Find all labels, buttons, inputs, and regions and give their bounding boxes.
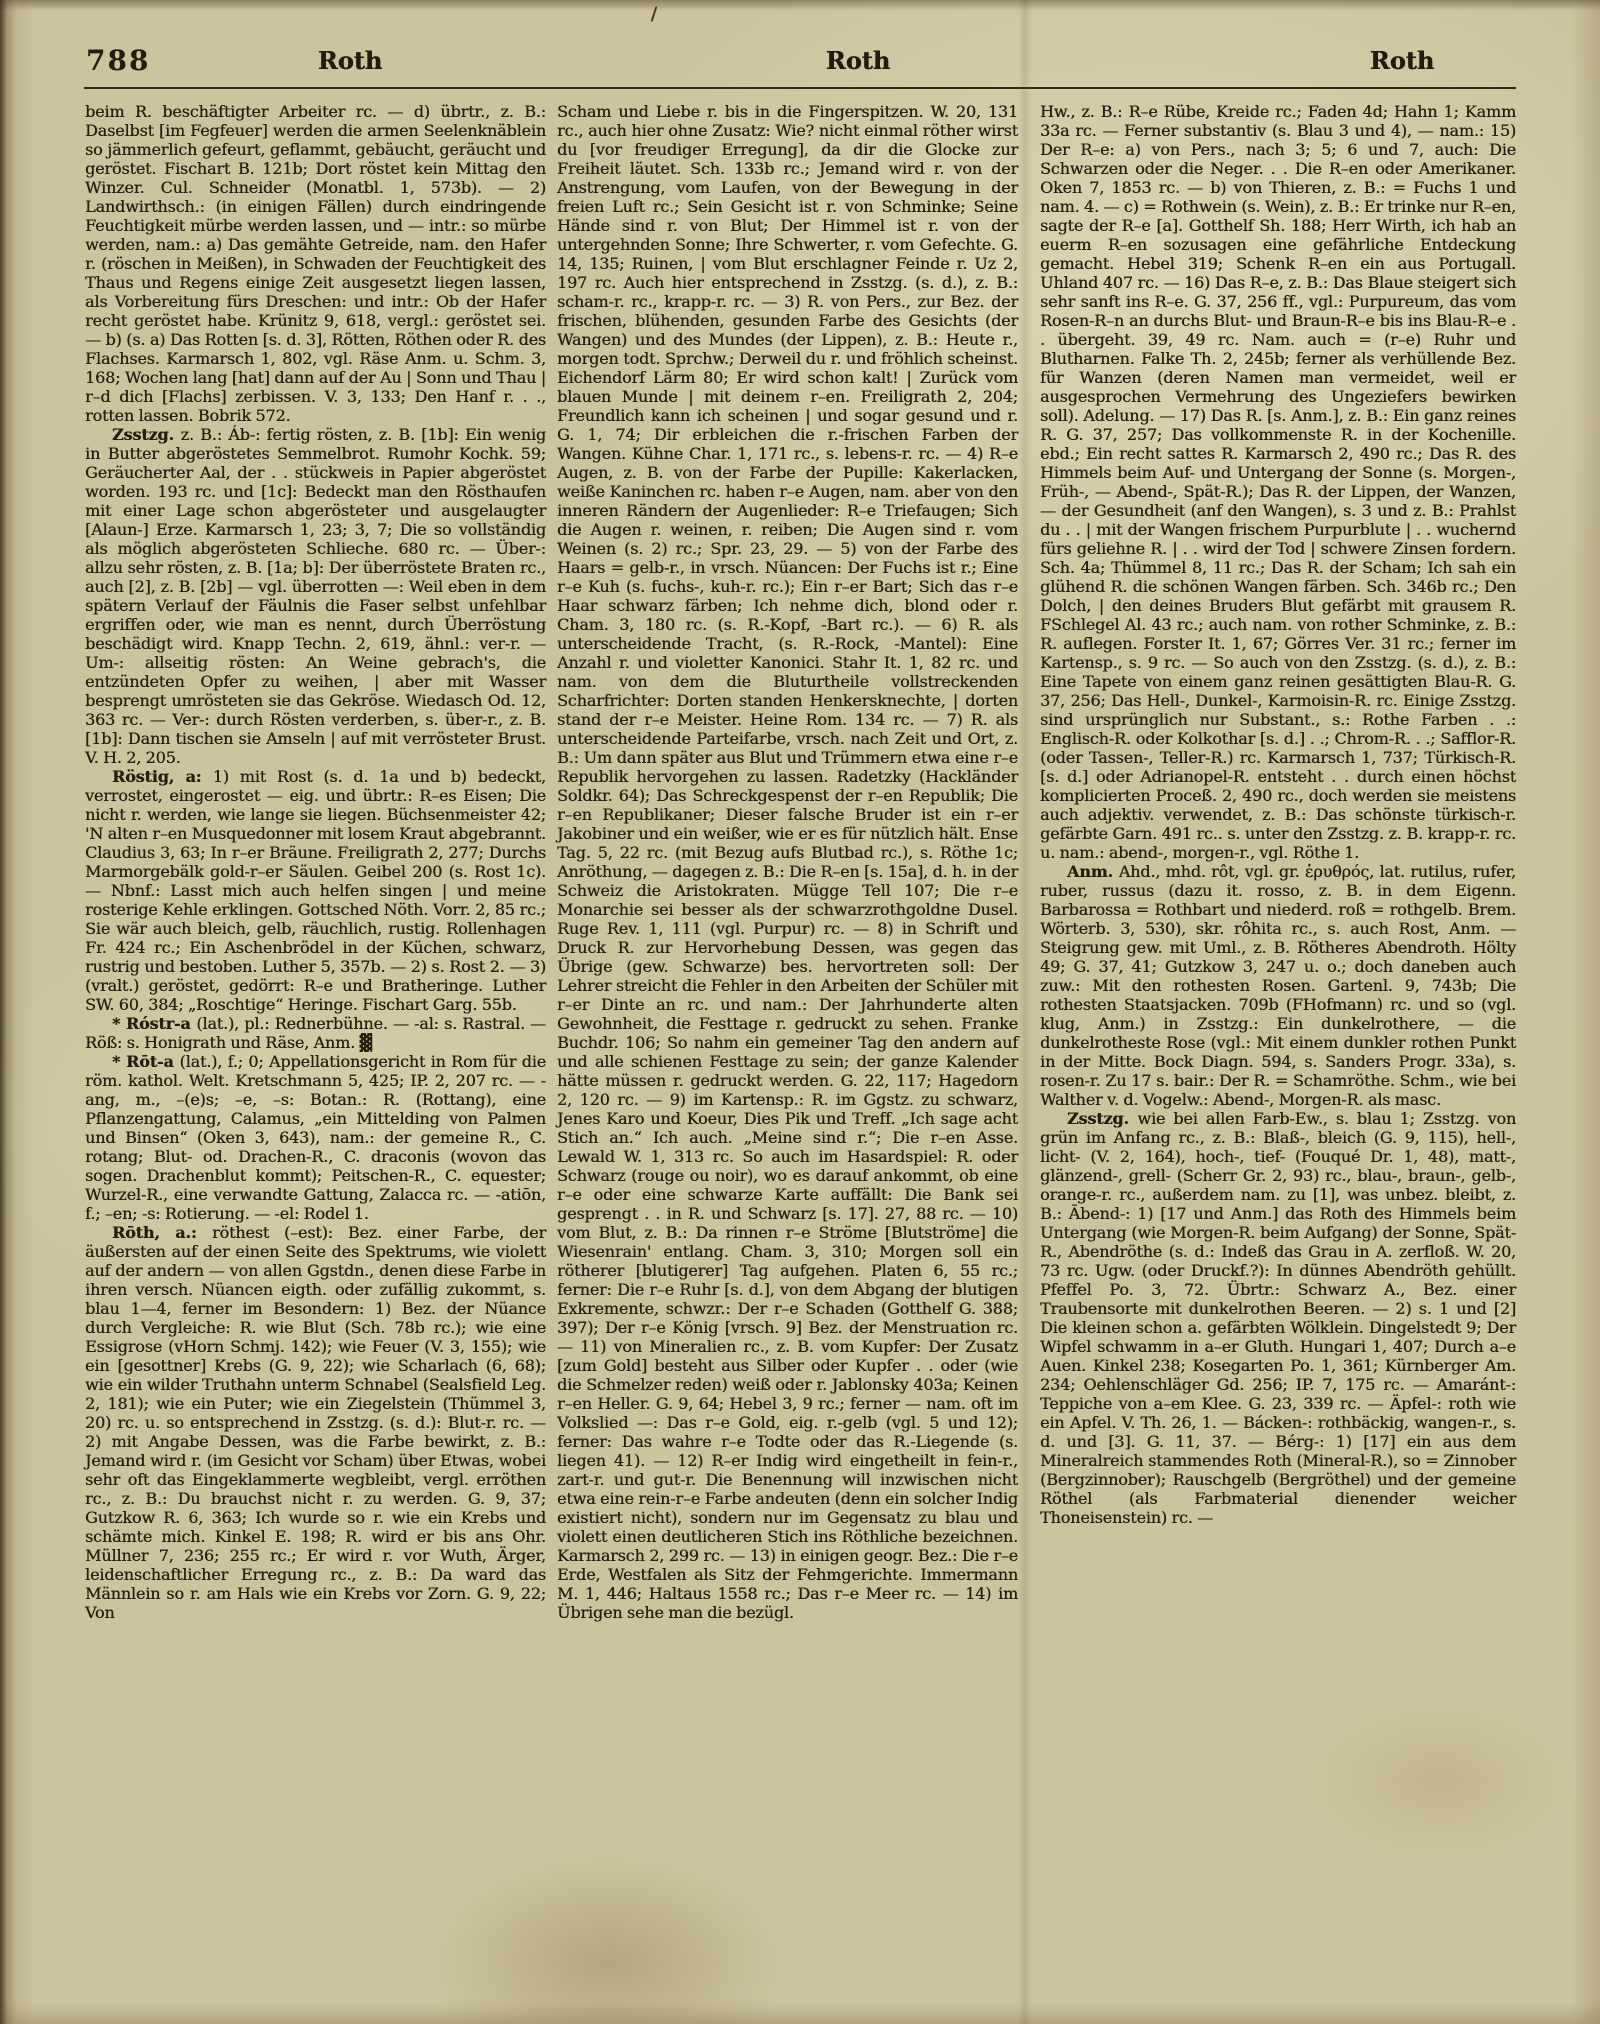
dictionary-paragraph: Anm. Ahd., mhd. rôt, vgl. gr. ἐρυθρός, lat. rutilus, rufer, ruber, russus (dazu it. rosso, z. B. in dem Eigenn. Barbarossa = Rothbart und niederd. roß = rothgelb. Brem. Wörterb. 3, 530), skr. rôhita rc., s. auch Rost, Anm. — Steigrung gew. mit Uml., z. B. Rötheres Abendroth. Hölty 49; G. 37, 41; Gutzkow 3, 247 u. o.; doch daneben auch zuw.: Mit den rothesten Rosen. Gartenl. 9, 743b; Die rothesten Staatsjacken. 709b (FHofmann) rc. und so (vgl. klug, Anm.) in Zsstzg.: Ein dunkelrothere, — die dunkelrotheste Rose (vgl.: Mit einem dunkler rothen Punkt in der Mitte. Bock Diagn. 594, s. Sanders Progr. 33a), s. rosen-r. Zu 17 s. bair.: Der R. = Schamröthe. Schm., wie bei Walther v. d. Vogelw.: Abend-, Morgen-R. als masc. (1040, 862, 1516, 1109)
text-column-1 (85, 102, 546, 1622)
dictionary-paragraph: Zsstzg. wie bei allen Farb-Ew., s. blau 1; Zsstzg. von grün im Anfang rc., z. B.: Blaß-, bleich (G. 9, 115), hell-, licht- (V. 2, 164), hoch-, tief- (Fouqué Dr. 1, 48), matt-, glänzend-, grell- (Scherr Gr. 2, 93) rc., blau-, braun-, gelb-, orange-r. rc., außerdem nam. zu [1], was unbez. bleibt, z. B.: Ābend-: 1) [17 und Anm.] das Roth des Himmels beim Untergang (wie Morgen-R. beim Aufgang) der Sonne, Spät-R., Abendröthe (s. d.: Indeß das Grau in A. zerfloß. W. 20, 73 rc. Ugw. (oder Druckf.?): In dünnes Abendröth gehüllt. Pfeffel Po. 3, 72. Übrtr.: Schwarz A., Bez. einer Traubensorte mit dunkelrothen Beeren. — 2) s. 1 und [2] Die kleinen schon a. gefärbten Wölklein. Dingelstedt 9; Der Wipfel schwamm in a–er Gluth. Hungari 1, 407; Durch a–e Auen. Kinkel 238; Kosegarten Po. 1, 361; Kürnberger Am. 234; Oehlenschläger Gd. 256; IP. 7, 175 rc. — Amaránt-: Teppiche von a–em Klee. G. 23, 339 rc. — Äpfel-: roth wie ein Apfel. V. Th. 26, 1. — Bácken-: rothbäckig, wangen-r., s. d. und [3]. G. 11, 37. — Bérg-: 1) [17] ein aus dem Mineralreich stammendes Roth (Mineral-R.), so = Zinnober (Bergzinnober); Rauschgelb (Bergröthel) und der gemeine Röthel (als Farbmaterial dienender weicher Thoneisenstein) rc. — (1040, 1109, 1517, 1527)
headword: Rōth, a.: (112, 1223, 212, 1242)
page-number: 788 (86, 44, 151, 77)
dictionary-paragraph: Röstig, a: 1) mit Rost (s. d. 1a und b) bedeckt, verrostet, eingerostet — eig. und übrtr.: R–es Eisen; Die nicht r. werden, wie lange sie liegen. Büchsenmeister 42; 'N alten r–en Musquedonner mit losem Kraut abgebrannt. Claudius 3, 63; In r–er Bräune. Freiligrath 2, 277; Durchs Marmorgebälk gold-r–er Säulen. Geibel 200 (s. Rost 1c). — Nbnf.: Lasst mich auch helfen singen | und meine rosterige Kehle erklingen. Gottsched Nöth. Vorr. 2, 85 rc.; Sie wär auch bleich, gelb, räuchlich, rustig. Rollenhagen Fr. 424 rc.; Ein Aschenbrödel in der Küchen, schwarz, rustrig und bestoben. Luther 5, 357b. — 2) s. Rost 2. — 3) (vralt.) geröstet, gedörrt: R–e und Bratheringe. Luther SW. 60, 384; „Roschtige“ Heringe. Fischart Garg. 55b. (85, 767, 546, 1014)
headword: Zsstzg. (112, 425, 181, 444)
running-head-column-3: Roth (1369, 46, 1435, 75)
headword: * Rōt-a (112, 1052, 180, 1071)
running-head-column-2: Roth (825, 46, 891, 75)
dictionary-paragraph: Scham und Liebe r. bis in die Fingerspitzen. W. 20, 131 rc., auch hier ohne Zusatz: Wie? nicht einmal röther wirst du [vor freudiger Erregung], da dir die Glocke zur Freiheit läutet. Sch. 133b rc.; Jemand wird r. von der Anstrengung, vom Laufen, von der Bewegung in der freien Luft rc.; Sein Gesicht ist r. von Schminke; Seine Hände sind r. von Blut; Der Himmel ist r. von der untergehnden Sonne; Ihre Schwerter, r. vom Gefechte. G. 14, 135; Ruinen, | vom Blut erschlagner Feinde r. Uz 2, 197 rc. Auch hier entsprechend in Zsstzg. (s. d.), z. B.: scham-r. rc., krapp-r. rc. — 3) R. von Pers., zur Bez. der frischen, blühenden, gesunden Farbe des Gesichts (der Wangen) und des Mundes (der Lippen), z. B.: Heute r., morgen todt. Sprchw.; Derweil du r. und fröhlich scheinst. Eichendorf Lärm 80; Er wird schon kalt! | Zurück vom blauen Munde | mit deinem r–en. Freiligrath 2, 204; Freundlich kann ich scheinen | und sogar gesund und r. G. 1, 74; Dir erbleichen die r.-frischen Farben der Wangen. Kühne Char. 1, 171 rc., s. lebens-r. rc. — 4) R–e Augen, z. B. von der Farbe der Pupille: Kakerlacken, weiße Kaninchen rc. haben r–e Augen, nam. aber von den inneren Rändern der Augenlieder: R–e Triefaugen; Sich die Augen r. weinen, r. reiben; Die Augen sind r. vom Weinen (s. 2) rc.; Spr. 23, 29. — 5) von der Farbe des Haars = gelb-r., in vrsch. Nüancen: Der Fuchs ist r.; Eine r–e Kuh (s. fuchs-, kuh-r. rc.); Ein r–er Bart; Sich das r–e Haar schwarz färben; Ich nehme dich, blond oder r. Cham. 3, 180 rc. (s. R.-Kopf, -Bart rc.). — 6) R. als unterscheidende Tracht, (s. R.-Rock, -Mantel): Eine Anzahl r. und violetter Kanonici. Stahr It. 1, 82 rc. und nam. von dem die Bluturtheile vollstreckenden Scharfrichter: Dorten standen Henkersknechte, | dorten stand der r–e Meister. Heine Rom. 134 rc. — 7) R. als unterscheidende Parteifarbe, vrsch. nach Zeit und Ort, z. B.: Um dann später aus Blut und Trümmern etwa eine r–e Republik hervorgehen zu lassen. Radetzky (Hackländer Soldkr. 64); Das Schreckgespenst der r–en Republik; Die r–en Republikaner; Dieser falsche Bruder ist ein r–er Jakobiner und ein weißer, wie er es für nützlich hält. Ense Tag. 5, 22 rc. (mit Bezug aufs Blutbad rc.), s. Röthe 1c; Anröthung, — dagegen z. B.: Die R–en [s. 15a], d. h. in der Schweiz die Aristokraten. Mügge Tell 107; Die r–e Monarchie sei besser als der schwarzrothgoldne Dusel. Ruge Rev. 1, 111 (vgl. Purpur) rc. — 8) in Schrift und Druck R. zur Hervorhebung Dessen, was gegen das Übrige (gew. Schwarze) bes. hervortreten soll: Der Lehrer streicht die Fehler in den Arbeiten der Schüler mit r–er Dinte an rc. und nam.: Der Jahrhunderte alten Gewohnheit, die Festtage r. gedruckt zu sehen. Franke Buchdr. 106; So nahm ein gemeiner Tag den andern auf und alle schienen Festtage zu sein; der ganze Kalender hätte müssen r. gedruckt werden. G. 22, 117; Hagedorn 2, 120 rc. — 9) im Kartensp.: R. im Ggstz. zu schwarz, Jenes Karo und Koeur, Dies Pik und Treff. „Ich sage acht Stich an.“ Ich auch. „Meine sind r.“; Die r–en Asse. Lewald W. 1, 313 rc. So auch im Hasardspiel: R. oder Schwarz (rouge ou noir), wo es darauf ankommt, ob eine r–e oder eine schwarze Karte auffällt: Die Bank sei gesprengt . . in R. und Schwarz [s. 17]. 27, 88 rc. — 10) vom Blut, z. B.: Da rinnen r–e Ströme [Blutströme] die Wiesenrain' entlang. Cham. 3, 310; Morgen soll ein rötherer [blutigerer] Tag aufgehen. Platen 6, 55 rc.; ferner: Die r–e Ruhr [s. d.], von dem Abgang der blutigen Exkremente, schwzr.: Der r–e Schaden (Gotthelf G. 388; 397); Der r–e König [vrsch. 9] Bez. der Menstruation rc. — 11) von Mineralien rc., z. B. vom Kupfer: Der Zusatz [zum Gold] besteht aus Silber oder Kupfer . . oder (wie die Schmelzer reden) weiß oder r. Jablonsky 403a; Keinen r–en Heller. G. 9, 64; Hebel 3, 9 rc.; ferner — nam. oft im Volkslied —: Das r–e Gold, eig. r.-gelb (vgl. 5 und 12); ferner: Das wahre r–e Todte oder das R.-Liegende (s. liegen 41). — 12) R–er Indig wird eingetheilt in fein-r., zart-r. und gut-r. Die Benennung will inzwischen nicht etwa eine rein-r–e Farbe andeuten (denn ein solcher Indig existiert nicht), sondern nur im Gegensatz zu blau und violett einen deutlicheren Stich ins Röthliche bezeichnen. Karmarsch 2, 299 rc. — 13) in einigen geogr. Bez.: Die r–e Erde, Westfalen als Sitz der Fehmgerichte. Immermann M. 1, 446; Haltaus 1558 rc.; Das r–e Meer rc. — 14) im Übrigen sehe man die bezügl. (557, 102, 1018, 1622)
header-rule (84, 87, 1516, 89)
stray-ink-mark (651, 6, 658, 22)
headword: Zsstzg. (1067, 1109, 1138, 1128)
headword: Anm. (1067, 862, 1119, 881)
text-column-2 (557, 102, 1018, 1622)
dictionary-paragraph: beim R. beschäftigter Arbeiter rc. — d) übrtr., z. B.: Daselbst [im Fegfeuer] werden die armen Seelenknäblein so jämmerlich gefeurt, geflammt, gebäucht, geräucht und geröstet. Fischart B. 121b; Dort röstet kein Mittag den Winzer. Cul. Schneider (Monatbl. 1, 573b). — 2) Landwirthsch.: (in einigen Fällen) durch eindringende Feuchtigkeit mürbe werden lassen, und — intr.: so mürbe werden, nam.: a) Das gemähte Getreide, nam. den Hafer r. (röschen in Meißen), in Schwaden der Feuchtigkeit des Thaus und Regens einige Zeit ausgesetzt liegen lassen, als Vorbereitung fürs Dreschen: und intr.: Ob der Hafer recht geröstet habe. Krünitz 9, 618, vergl.: geröstet sei. — b) (s. a) Das Rotten [s. d. 3], Rötten, Röthen oder R. des Flachses. Karmarsch 1, 802, vgl. Räse Anm. u. Schm. 3, 168; Wochen lang [hat] dann auf der Au | Sonn und Thau | r–d dich [Flachs] zerbissen. V. 3, 133; Den Hanf r. . ., rotten lassen. Bobrik 572. (85, 102, 546, 425)
dictionary-paragraph: * Róstr-a (lat.), pl.: Rednerbühne. — -al: s. Rastral. — Röß: s. Honigrath und Räse, Anm. ▓ (85, 1014, 546, 1052)
dictionary-paragraph: * Rōt-a (lat.), f.; 0; Appellationsgericht in Rom für die röm. kathol. Welt. Kretschmann 5, 425; IP. 2, 207 rc. — -ang, m., –(e)s; –e, –s: Botan.: R. (Rottang), eine Pflanzengattung, Calamus, „ein Mittelding von Palmen und Binsen“ (Oken 3, 643), nam.: der gemeine R., C. rotang; Blut- od. Drachen-R., C. draconis (wovon das sogen. Drachenblut kommt); Peitschen-R., C. equester; Wurzel-R., eine verwandte Gattung, Zalacca rc. — -atiōn, f.; –en; -s: Rotierung. — -el: Rodel 1. (85, 1052, 546, 1223)
dictionary-paragraph: Hw., z. B.: R–e Rübe, Kreide rc.; Faden 4d; Hahn 1; Kamm 33a rc. — Ferner substantiv (s. Blau 3 und 4), — nam.: 15) Der R–e: a) von Pers., nach 3; 5; 6 und 7, auch: Die Schwarzen oder die Neger. . . Die R–en oder Amerikaner. Oken 7, 1853 rc. — b) von Thieren, z. B.: = Fuchs 1 und nam. 4. — c) = Rothwein (s. Wein), z. B.: Er trinke nur R–en, sagte der R–e [a]. Gotthelf Sh. 188; Herr Wirth, ich hab an euerm R–en sozusagen eine gefährliche Entdeckung gemacht. Hebel 319; Schenk R–en ein aus Portugall. Uhland 407 rc. — 16) Das R–e, z. B.: Das Blaue steigert sich sehr sanft ins R–e. G. 37, 256 ff., vgl.: Purpureum, das vom Rosen-R–n an durchs Blut- und Braun-R–e bis ins Blau-R–e . . übergeht. 39, 49 rc. Nam. auch = (r–e) Ruhr und Blutharnen. Falke Th. 2, 245b; ferner als verhüllende Bez. für Wanzen (deren Namen man vermeidet, weil er ausgesprochen Vermehrung des Ungeziefers bewirken soll). Adelung. — 17) Das R. [s. Anm.], z. B.: Ein ganz reines R. G. 37, 257; Das vollkommenste R. in der Kochenille. ebd.; Ein recht sattes R. Karmarsch 2, 490 rc.; Das R. des Himmels beim Auf- und Untergang der Sonne (s. Morgen-, Früh-, — Abend-, Spät-R.); Das R. der Lippen, der Wanzen, — der Gesundheit (anf den Wangen), s. 3 und z. B.: Prahlst du . . | mit der Wangen frischem Purpurblute | . . wuchernd fürs geliehne R. | . . wird der Tod | schwere Zinsen fordern. Sch. 4a; Thümmel 8, 11 rc.; Das R. der Scham; Ich sah ein glühend R. die schönen Wangen färben. Sch. 346b rc.; Den Dolch, | den deines Bruders Blut gefärbt mit grausem R. FSchlegel Al. 43 rc.; auch nam. von rother Schminke, z. B.: R. auflegen. Forster It. 1, 67; Görres Ver. 31 rc.; ferner im Kartensp., s. 9 rc. — So auch von den Zsstzg. (s. d.), z. B.: Eine Tapete von einem ganz reinen gesättigten Blau-R. G. 37, 256; Das Hell-, Dunkel-, Karmoisin-R. rc. Einige Zsstzg. sind ursprünglich nur Substant., s.: Rothe Farben . .: Englisch-R. oder Kolkothar [s. d.] . .; Chrom-R. . .; Safflor-R. (oder Tassen-, Teller-R.) rc. Karmarsch 1, 737; Türkisch-R. [s. d.] oder Adrianopel-R. entsteht . . durch einen höchst komplicierten Proceß. 2, 490 rc., doch werden sie meistens auch adjektiv. verwendet, z. B.: Das schönste türkisch-r. gefärbte Garn. 491 rc.. s. unter den Zsstzg. z. B. krapp-r. rc. u. nam.: abend-, morgen-r., vgl. Röthe 1. (1040, 102, 1516, 862)
running-head-column-1: Roth (317, 46, 383, 75)
page-fold (1018, 0, 1032, 2024)
dictionary-paragraph: Rōth, a.: röthest (–est): Bez. einer Farbe, der äußersten auf der einen Seite des Spektrums, wie violett auf der andern — von allen Ggstdn., denen diese Farbe in ihren versch. Nüancen eigth. oder zufällig zukommt, s. blau 1—4, ferner im Besondern: 1) Bez. der Nüance durch Vergleiche: R. wie Blut (Sch. 78b rc.); wie eine Essigrose (vHorn Schmj. 142); wie Feuer (V. 3, 155); wie ein [gesottner] Krebs (G. 9, 22); wie Scharlach (6, 68); wie ein wilder Truthahn unterm Schnabel (Sealsfield Leg. 2, 181); wie ein Puter; wie ein Ziegelstein (Thümmel 3, 20) rc. u. so entsprechend in Zsstzg. (s. d.): Blut-r. rc. — 2) mit Angabe Dessen, was die Farbe bewirkt, z. B.: Jemand wird r. (im Gesicht vor Scham) über Etwas, wobei sehr oft das Eingeklammerte wegbleibt, vergl. erröthen rc., z. B.: Du brauchst nicht r. zu werden. G. 9, 37; Gutzkow R. 6, 363; Ich wurde so r. wie ein Krebs und schämte mich. Kinkel E. 198; R. wird er bis ans Ohr. Müllner 7, 236; 255 rc.; Er wird r. vor Wuth, Ärger, leidenschaftlicher Erregung rc., z. B.: Da ward das Männlein so r. am Hals wie ein Krebs vor Zorn. G. 9, 22; Von (85, 1223, 546, 1622)
dictionary-paragraph: Zsstzg. z. B.: Áb-: fertig rösten, z. B. [1b]: Ein wenig in Butter abgeröstetes Semmelbrot. Rumohr Kochk. 59; Geräucherter Aal, der . . stückweis in Papier abgeröstet worden. 193 rc. und [1c]: Bedeckt man den Rösthaufen mit einer Lage schon abgerösteter und ausgelaugter [Alaun-] Erze. Karmarsch 1, 23; 3, 7; Die so vollständig als möglich abgerösteten Schlieche. 680 rc. — Über-: allzu sehr rösten, z. B. [1a; b]: Der überröstete Braten rc., auch [2], z. B. [2b] — vgl. überrotten —: Weil eben in dem spätern Verlauf der Fäulnis die Faser selbst unfehlbar ergriffen oder, wie man es nennt, durch Überröstung beschädigt wird. Knapp Techn. 2, 619, ähnl.: ver-r. — Um-: allseitig rösten: An Weine gebrach's, die entzündeten Opfer zu weihen, | aber mit Wasser besprengt umrösteten sie das Gekröse. Wiedasch Od. 12, 363 rc. — Ver-: durch Rösten verderben, s. über-r., z. B. [1b]: Dann tischen sie Amseln | auf mit verrösteter Brust. V. H. 2, 205. (85, 425, 546, 767)
headword: * Róstr-a (112, 1014, 197, 1033)
text-column-3 (1040, 102, 1516, 1527)
headword: Röstig, a: (112, 767, 213, 786)
